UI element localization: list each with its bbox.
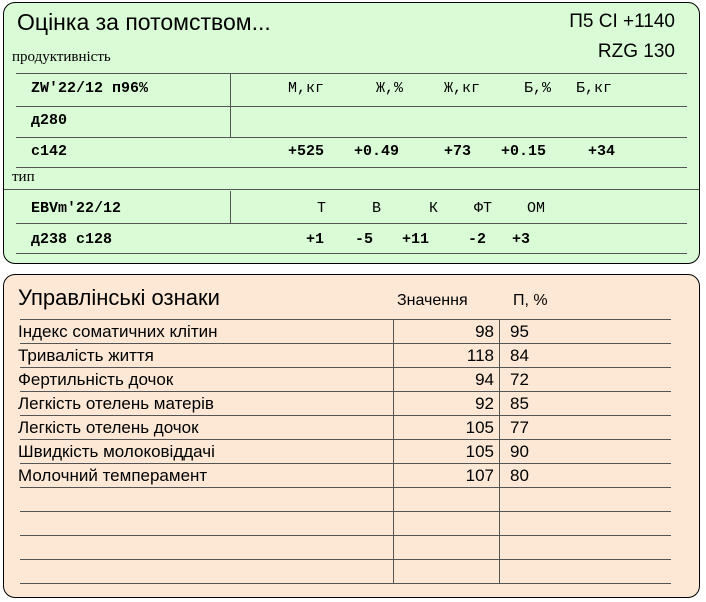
trait-label: Легкість отелень дочок: [18, 418, 199, 437]
trait-label: Індекс соматичних клітин: [18, 322, 218, 341]
production-card: [3, 2, 700, 264]
divider: [16, 253, 687, 254]
trait-label: Фертильність дочок: [18, 370, 174, 389]
type-value-t: +1: [306, 231, 325, 248]
table-row: [4, 440, 699, 463]
trait-value: 118: [466, 346, 494, 365]
type-value-ft: -2: [468, 231, 487, 248]
table-row: [4, 416, 699, 439]
divider: [16, 223, 687, 224]
trait-value: 105: [465, 418, 494, 437]
divider: [16, 106, 687, 107]
type-value-v: -5: [355, 231, 374, 248]
type-header-ft: ФТ: [474, 200, 493, 217]
zw-label: ZW'22/12 п96%: [31, 80, 149, 97]
trait-label: Тривалість життя: [18, 346, 154, 365]
herds-label: с142: [31, 143, 68, 160]
value-protein-pct: +0.15: [501, 143, 547, 160]
divider: [4, 189, 699, 190]
table-row: [4, 392, 699, 415]
column-divider: [230, 73, 231, 137]
table-row: [4, 512, 699, 535]
divider: [16, 137, 687, 138]
table-row: [4, 320, 699, 343]
type-value-om: +3: [512, 231, 531, 248]
type-value-k: +11: [402, 231, 430, 248]
trait-reliability: 80: [510, 466, 529, 485]
production-title: Оцінка за потомством...: [17, 9, 271, 35]
header-milk-kg: М,кг: [288, 80, 325, 97]
value-fat-pct: +0.49: [354, 143, 400, 160]
value-protein-kg: +34: [588, 143, 616, 160]
trait-reliability: 84: [510, 346, 529, 365]
table-row: [4, 344, 699, 367]
trait-value: 107: [465, 466, 494, 485]
trait-value: 92: [475, 394, 494, 413]
trait-reliability: 85: [510, 394, 529, 413]
trait-reliability: 72: [510, 370, 529, 389]
management-title: Управлінські ознаки: [18, 285, 220, 310]
management-card: [3, 274, 700, 598]
type-counts-label: д238 с128: [31, 231, 113, 248]
column-header-percent: П, %: [513, 292, 548, 309]
ebv-label: EBVm'22/12: [31, 200, 122, 217]
table-row: [4, 464, 699, 487]
column-header-value: Значення: [397, 292, 468, 309]
daughters-label: д280: [31, 112, 68, 129]
header-protein-pct: Б,%: [524, 80, 552, 97]
divider: [16, 167, 687, 168]
table-row: [4, 560, 699, 583]
row-divider: [20, 583, 671, 584]
productivity-subtitle: продуктивність: [12, 49, 111, 65]
trait-value: 98: [475, 322, 494, 341]
ci-code: П5 CI +1140: [569, 11, 675, 32]
table-row: [4, 536, 699, 559]
type-header-v: В: [372, 200, 382, 217]
header-fat-kg: Ж,кг: [444, 80, 481, 97]
value-fat-kg: +73: [444, 143, 472, 160]
trait-label: Легкість отелень матерів: [18, 394, 214, 413]
type-header-t: Т: [317, 200, 327, 217]
type-subtitle: тип: [12, 169, 35, 185]
divider: [16, 73, 687, 74]
trait-label: Швидкість молоковіддачі: [18, 442, 215, 461]
trait-label: Молочний темперамент: [18, 466, 208, 485]
rzg-value: RZG 130: [597, 41, 675, 62]
column-divider: [230, 191, 231, 223]
table-row: [4, 368, 699, 391]
value-milk-kg: +525: [288, 143, 325, 160]
trait-reliability: 95: [510, 322, 529, 341]
header-fat-pct: Ж,%: [376, 80, 404, 97]
table-row: [4, 488, 699, 511]
type-header-k: К: [429, 200, 439, 217]
trait-value: 105: [465, 442, 494, 461]
trait-reliability: 77: [510, 418, 529, 437]
header-protein-kg: Б,кг: [576, 80, 613, 97]
trait-reliability: 90: [510, 442, 529, 461]
trait-value: 94: [475, 370, 494, 389]
type-header-om: ОМ: [527, 200, 546, 217]
